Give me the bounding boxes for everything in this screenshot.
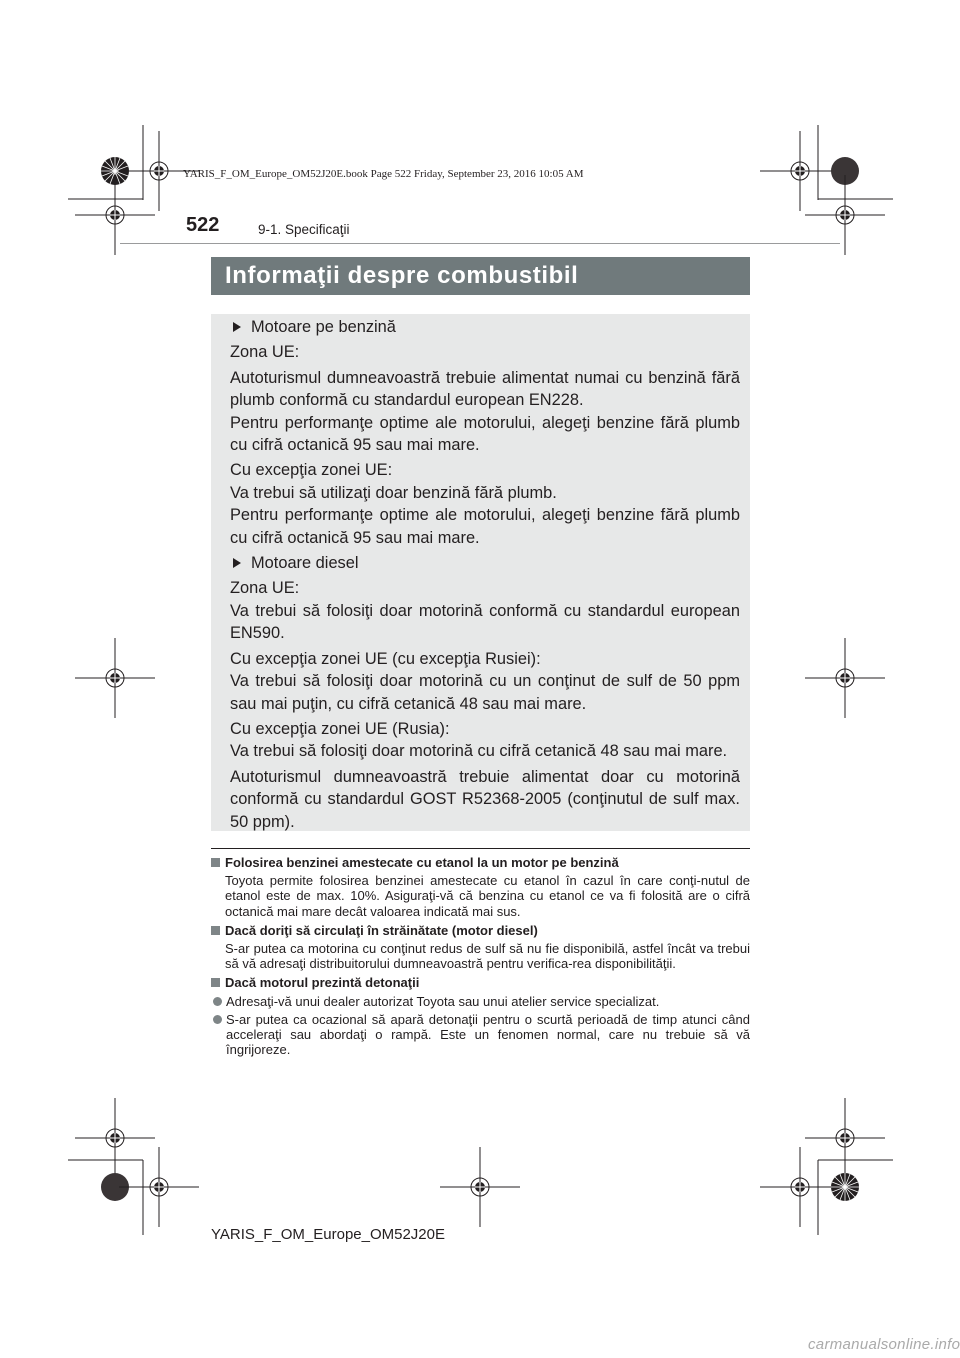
diesel-russia-label: Cu excepţia zonei UE (Rusia): (230, 719, 450, 738)
diesel-non-eu-text: Va trebui să folosiţi doar motorină cu un conţinut de sulf de 50 ppm sau mai puţin, cu cifră cetanică 48 sau mai mare. (230, 672, 740, 713)
eu-text-2: Pentru performanţe optime ale motorului, alegeţi benzine fără plumb cu cifră octanică 95 sau mai mare. (230, 413, 740, 455)
square-bullet-icon (211, 926, 220, 935)
list-item-text: Adresaţi-vă unui dealer autorizat Toyota sau unui atelier service specializat. (226, 993, 660, 1009)
diesel-gost-text: Autoturismul dumneavoastră trebuie alimentat doar cu motorină conformă cu standardul GOST R52368-2005 (conţinutul de sulf max. 50 ppm). (230, 767, 740, 831)
section-title: Informaţii despre combustibil (225, 262, 579, 289)
note-body: S-ar putea ca motorina cu conţinut redus de sulf să nu fie disponibilă, astfel încât va trebui să vă adresaţi distribuitorului dumneavoastră pentru verifica-rea disponibilităţii. (225, 941, 750, 972)
eu-label: Zona UE: (230, 343, 300, 362)
footer-label: YARIS_F_OM_Europe_OM52J20E (211, 1226, 446, 1243)
fuel-info-box (211, 314, 750, 831)
note-heading (211, 855, 750, 870)
watermark: carmanualsonline.info (808, 1336, 960, 1353)
diesel-russia-text: Va trebui să folosiţi doar motorină cu cifră cetanică 48 sau mai mare. (230, 742, 728, 761)
note-heading-text: Folosirea benzinei amestecate cu etanol la un motor pe benzină (225, 855, 619, 870)
section-label: 9-1. Specificaţii (258, 222, 350, 237)
circle-bullet-icon (213, 997, 222, 1006)
square-bullet-icon (211, 858, 220, 867)
petrol-heading-text: Motoare pe benzină (251, 318, 396, 336)
square-bullet-icon (211, 978, 220, 987)
non-eu-text-2: Pentru performanţe optime ale motorului, alegeţi benzine fără plumb cu cifră octanică 95 sau mai mare. (230, 506, 740, 547)
page-number: 522 (186, 214, 220, 236)
diesel-non-eu-label: Cu excepţia zonei UE (cu excepţia Rusiei): (230, 649, 541, 668)
triangle-bullet-icon (233, 322, 241, 332)
non-eu-label: Cu excepţia zonei UE: (230, 461, 393, 480)
list-item (211, 994, 750, 1009)
list-item (211, 1012, 750, 1058)
diesel-eu-label: Zona UE: (230, 579, 300, 598)
diesel-heading-text: Motoare diesel (251, 554, 359, 573)
petrol-heading (230, 316, 740, 338)
note-body: Toyota permite folosirea benzinei amestecate cu etanol în cazul în care conţi-nutul de etanol este de max. 10%. Asiguraţi-vă că benzina cu etanol ce va fi folosită are o cifră octanică mai mare decât valoarea indicată mai sus. (225, 873, 750, 919)
note-heading-text: Dacă motorul prezintă detonaţii (225, 975, 420, 991)
diesel-eu-text: Va trebui să folosiţi doar motorină conformă cu standardul european EN590. (230, 601, 740, 643)
notes-section (211, 855, 750, 1060)
list-item-text: S-ar putea ca ocazional să apară detonaţii pentru o scurtă perioadă de timp atunci când acceleraţi sau abordaţi o rampă. Este un fenomen normal, care nu trebuie să vă îngrijoreze. (226, 1011, 750, 1058)
header-divider (120, 243, 840, 244)
note-heading (211, 923, 750, 938)
print-metadata: YARIS_F_OM_Europe_OM52J20E.book Page 522 Friday, September 23, 2016 10:05 AM (183, 168, 584, 180)
note-heading (211, 975, 750, 990)
triangle-bullet-icon (233, 558, 241, 568)
circle-bullet-icon (213, 1015, 222, 1024)
section-title-bar (211, 257, 750, 295)
notes-divider (211, 848, 750, 849)
eu-text-1: Autoturismul dumneavoastră trebuie alimentat numai cu benzină fără plumb conformă cu standardul european EN228. (230, 368, 740, 410)
diesel-heading (230, 552, 740, 574)
non-eu-text-1: Va trebui să utilizaţi doar benzină fără plumb. (230, 483, 557, 502)
note-heading-text: Dacă doriţi să circulaţi în străinătate (motor diesel) (225, 922, 538, 938)
